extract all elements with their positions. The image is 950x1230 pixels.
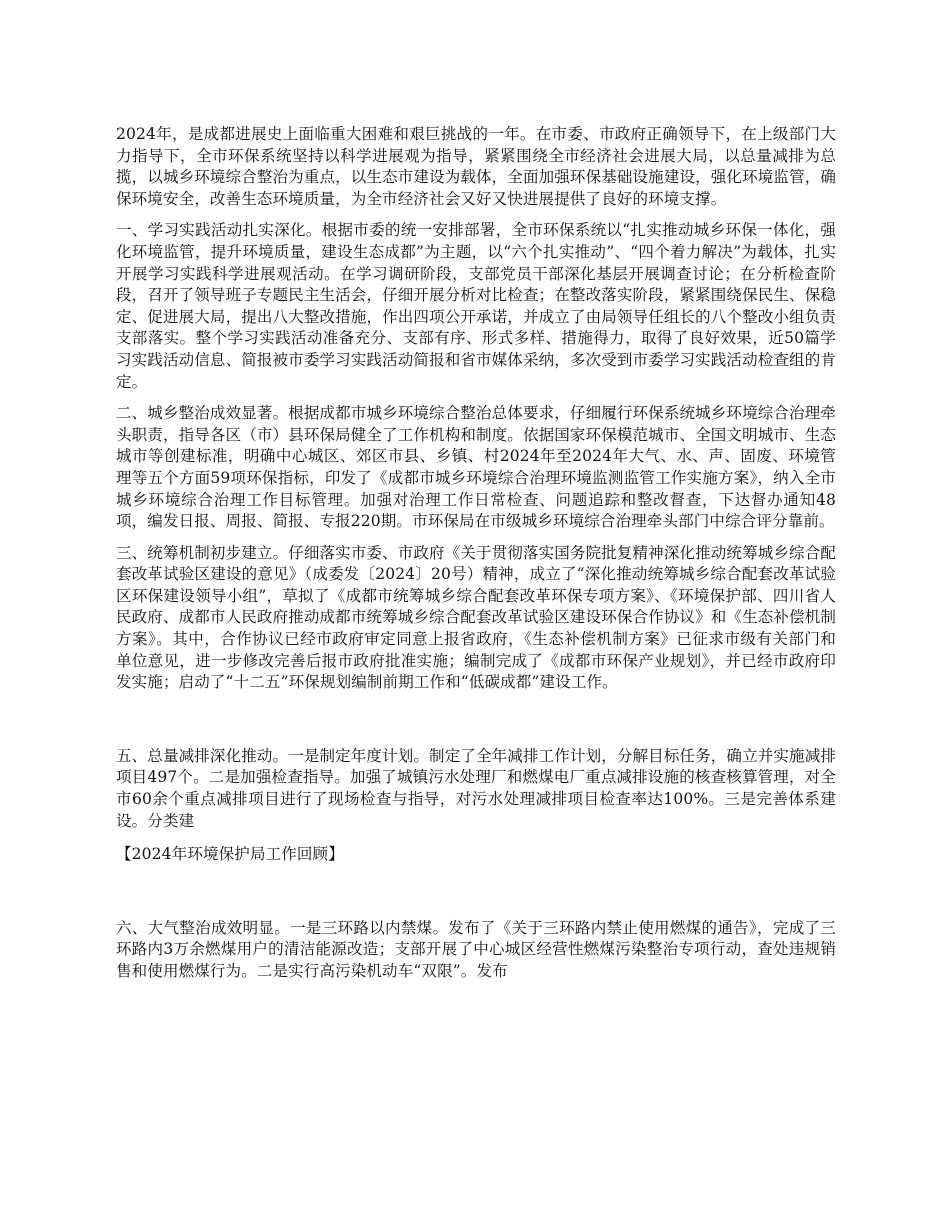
intro-paragraph: 2024年，是成都进展史上面临重大困难和艰巨挑战的一年。在市委、市政府正确领导下，在上级部门大力指导下，全市环保系统坚持以科学进展观为指导，紧紧围绕全市经济社会进展大局，以总量减排为总揽，以城乡环境综合整治为重点，以生态市建设为载体，全面加强环保基础设施建设，强化环境监管，确保环境安全，改善生态环境质量，为全市经济社会又好又快进展提供了良好的环境支撑。 (116, 125, 836, 208)
document-title-bracketed: 【2024年环境保护局工作回顾】 (116, 845, 344, 864)
section-urban-rural-paragraph: 二、城乡整治成效显著。根据成都市城乡环境综合整治总体要求，仔细履行环保系统城乡环境综合治理牵头职责，指导各区（市）县环保局健全了工作机构和制度。依据国家环保模范城市、全国文明城市、生态城市等创建标准，明确中心城区、郊区市县、乡镇、村2024年至2024年大气、水、声、固废、环境管理等五个方面59项环保指标，印发了《成都市城乡环境综合治理环境监测监管工作实施方案》，纳入全市城乡环境综合治理工作目标管理。加强对治理工作日常检查、问题追踪和整改督查，下达督办通知48项，编发日报、周报、简报、专报220期。市环保局在市级城乡环境综合治理牵头部门中综合评分靠前。 (116, 404, 836, 531)
document-body (116, 124, 836, 983)
section-emission-reduction-paragraph: 五、总量减排深化推动。一是制定年度计划。制定了全年减排工作计划，分解目标任务，确立并实施减排项目497个。二是加强检查指导。加强了城镇污水处理厂和燃煤电厂重点减排设施的核查核算管理，对全市60余个重点减排项目进行了现场检查与指导，对污水处理减排项目检查率达100%。三是完善体系建设。分类建 (116, 746, 836, 830)
section-study-practice-paragraph: 一、学习实践活动扎实深化。根据市委的统一安排部署，全市环保系统以“扎实推动城乡环保一体化，强化环境监管，提升环境质量，建设生态成都”为主题，以“六个扎实推动”、“四个着力解决”为载体，扎实开展学习实践科学进展观活动。在学习调研阶段，支部党员干部深化基层开展调查讨论；在分析检查阶段，召开了领导班子专题民主生活会，仔细开展分析对比检查；在整改落实阶段，紧紧围绕保民生、保稳定、促进展大局，提出八大整改措施，作出四项公开承诺，并成立了由局领导任组长的八个整改小组负责支部落实。整个学习实践活动准备充分、支部有序、形式多样、措施得力，取得了良好效果，近50篇学习实践活动信息、简报被市委学习实践活动简报和省市媒体采纳，多次受到市委学习实践活动检查组的肯定。 (116, 221, 836, 391)
section-air-quality-paragraph: 六、大气整治成效明显。一是三环路以内禁煤。发布了《关于三环路内禁止使用燃煤的通告》，完成了三环路内3万余燃煤用户的清洁能源改造；支部开展了中心城区经营性燃煤污染整治专项行动，查处违规销售和使用燃煤行为。二是实行高污染机动车“双限”。发布 (116, 918, 836, 980)
section-coordination-paragraph: 三、统筹机制初步建立。仔细落实市委、市政府《关于贯彻落实国务院批复精神深化推动统筹城乡综合配套改革试验区建设的意见》（成委发〔2024〕20号）精神，成立了“深化推动统筹城乡综合配套改革试验区环保建设领导小组”，草拟了《成都市统筹城乡综合配套改革环保专项方案》、《环境保护部、四川省人民政府、成都市人民政府推动成都市统筹城乡综合配套改革试验区建设环保合作协议》和《生态补偿机制方案》。其中，合作协议已经市政府审定同意上报省政府，《生态补偿机制方案》已征求市级有关部门和单位意见，进一步修改完善后报市政府批准实施；编制完成了《成都市环保产业规划》，并已经市政府印发实施；启动了“十二五”环保规划编制前期工作和“低碳成都”建设工作。 (116, 543, 836, 692)
